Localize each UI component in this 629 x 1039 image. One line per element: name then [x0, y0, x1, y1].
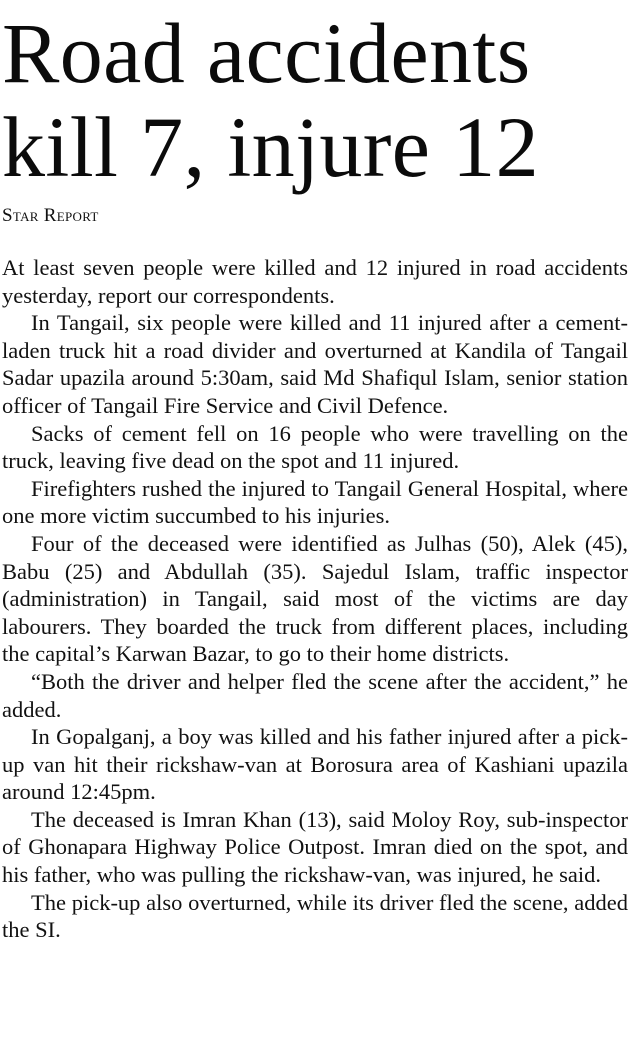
article-body	[2, 254, 628, 944]
headline	[2, 0, 628, 194]
paragraph-9: The pick-up also overturned, while its driver fled the scene, added the SI.	[2, 889, 628, 943]
paragraph-3: Sacks of cement fell on 16 people who were travelling on the truck, leaving five dead on the spot and 11 injured.	[2, 420, 628, 474]
byline: Star Report	[2, 205, 99, 226]
paragraph-5: Four of the deceased were identified as Julhas (50), Alek (45), Babu (25) and Abdullah (35). Sajedul Islam, traffic inspector (administration) in Tangail, said most of the victims are day labourers. They boarded the truck from different places, including the capital’s Karwan Bazar, to go to their home districts.	[2, 530, 628, 667]
paragraph-7: In Gopalganj, a boy was killed and his father injured after a pick-up van hit their rickshaw-van at Borosura area of Kashiani upazila around 12:45pm.	[2, 724, 628, 805]
paragraph-6: “Both the driver and helper fled the scene after the accident,” he added.	[2, 668, 628, 722]
headline-line-1: Road accidents	[2, 5, 531, 101]
paragraph-2: In Tangail, six people were killed and 11 injured after a cement-laden truck hit a road divider and overturned at Kandila of Tangail Sadar upazila around 5:30am, said Md Shafiqul Islam, senior station officer of Tangail Fire Service and Civil Defence.	[2, 310, 628, 418]
headline-line-2: kill 7, injure 12	[2, 99, 540, 195]
paragraph-8: The deceased is Imran Khan (13), said Moloy Roy, sub-inspector of Ghonapara Highway Police Outpost. Imran died on the spot, and his father, who was pulling the rickshaw-van, was injured, he said.	[2, 806, 628, 888]
paragraph-4: Firefighters rushed the injured to Tangail General Hospital, where one more victim succumbed to his injuries.	[2, 475, 628, 529]
paragraph-1: At least seven people were killed and 12 injured in road accidents yesterday, report our correspondents.	[2, 255, 628, 308]
